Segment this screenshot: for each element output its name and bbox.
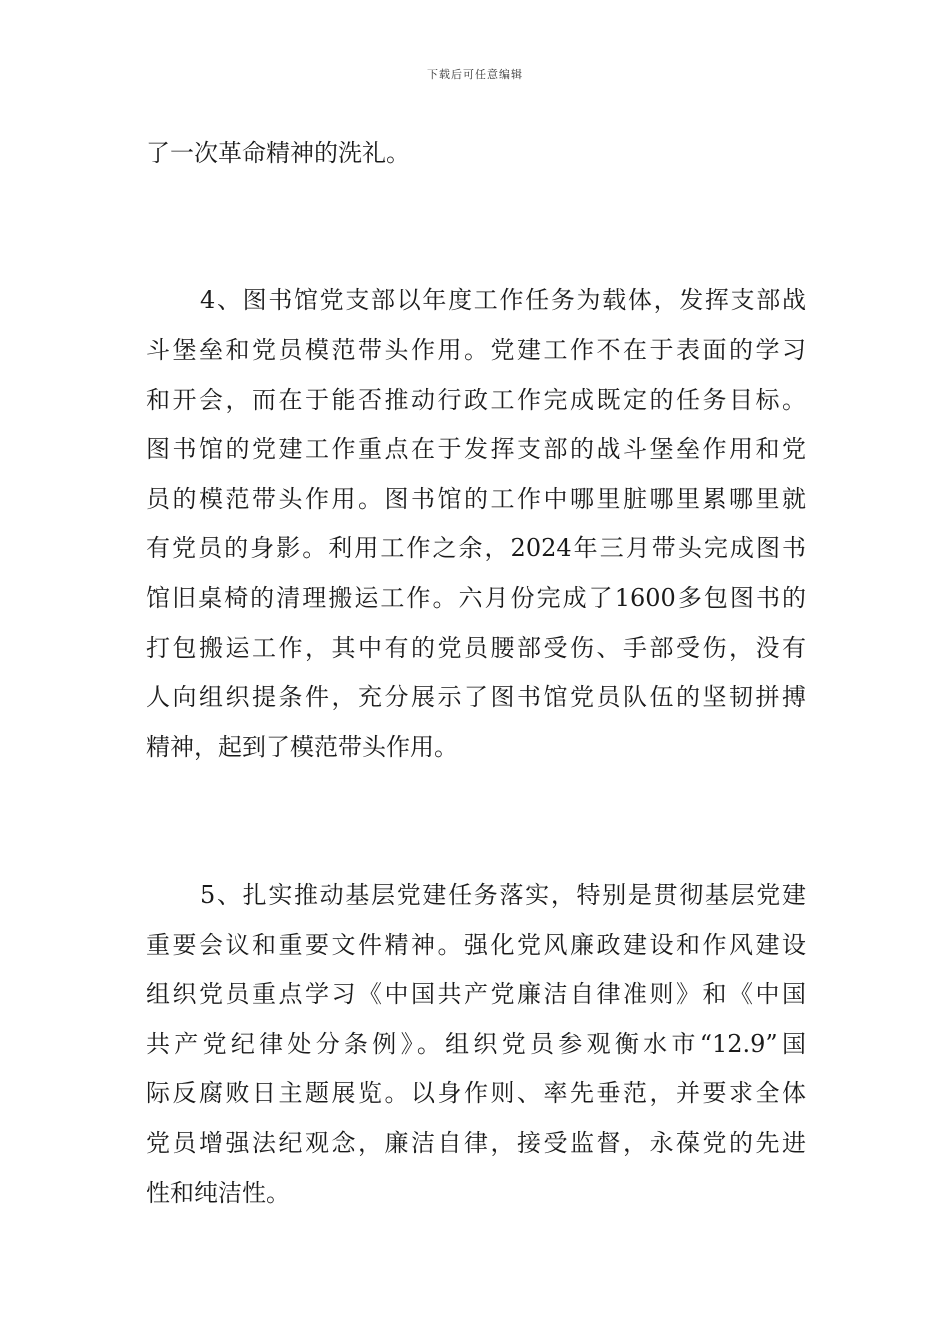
- paragraph-line: 组织党员重点学习《中国共产党廉洁自律准则》和《中国: [146, 980, 806, 1008]
- paragraph-line: 精神，起到了模范带头作用。: [146, 733, 458, 761]
- paragraph-line: 有党员的身影。利用工作之余，2024年三月带头完成图书: [146, 534, 806, 562]
- paragraph-line: 共产党纪律处分条例》。组织党员参观衡水市“12.9”国: [146, 1030, 806, 1058]
- paragraph-line: 党员增强法纪观念，廉洁自律，接受监督，永葆党的先进: [146, 1129, 806, 1157]
- paragraph-line: 了一次革命精神的洗礼。: [146, 139, 410, 167]
- paragraph-line: 员的模范带头作用。图书馆的工作中哪里脏哪里累哪里就: [146, 485, 806, 513]
- paragraph-line: 4、图书馆党支部以年度工作任务为载体，发挥支部战: [200, 286, 806, 314]
- paragraph-line: 性和纯洁性。: [146, 1179, 290, 1207]
- paragraph-line: 斗堡垒和党员模范带头作用。党建工作不在于表面的学习: [146, 336, 806, 364]
- paragraph-line: 5、扎实推动基层党建任务落实，特别是贯彻基层党建: [200, 881, 806, 909]
- paragraph-line: 人向组织提条件，充分展示了图书馆党员队伍的坚韧拼搏: [146, 683, 806, 711]
- paragraph-line: 重要会议和重要文件精神。强化党风廉政建设和作风建设: [146, 931, 806, 959]
- header-note: 下载后可任意编辑: [427, 68, 523, 81]
- paragraph-line: 和开会，而在于能否推动行政工作完成既定的任务目标。: [146, 386, 806, 414]
- paragraph-line: 打包搬运工作，其中有的党员腰部受伤、手部受伤，没有: [146, 634, 806, 662]
- paragraph-line: 馆旧桌椅的清理搬运工作。六月份完成了1600多包图书的: [146, 584, 806, 612]
- paragraph-line: 图书馆的党建工作重点在于发挥支部的战斗堡垒作用和党: [146, 435, 806, 463]
- paragraph-line: 际反腐败日主题展览。以身作则、率先垂范，并要求全体: [146, 1079, 806, 1107]
